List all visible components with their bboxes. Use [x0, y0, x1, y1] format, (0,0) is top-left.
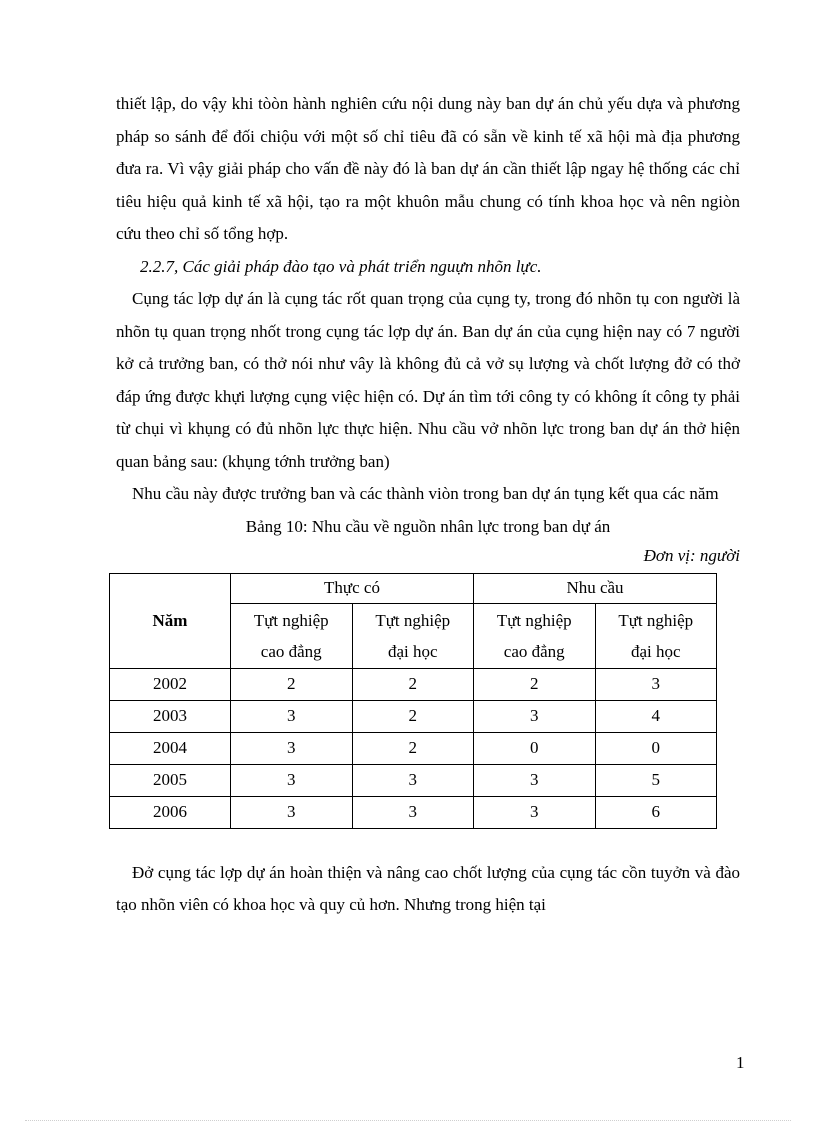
table-cell: 3 — [595, 668, 717, 700]
table-unit: Đơn vị: người — [643, 545, 740, 565]
table-row — [110, 668, 717, 700]
table-row — [110, 732, 717, 764]
group-header-actual: Thực có — [231, 573, 474, 603]
year-cell: 2002 — [110, 668, 231, 700]
table-cell: 3 — [474, 764, 596, 796]
table-row — [110, 764, 717, 796]
table-row — [110, 796, 717, 828]
table-cell: 3 — [231, 796, 353, 828]
page-bottom-divider — [25, 1120, 791, 1121]
table-cell: 2 — [352, 732, 474, 764]
section-heading: 2.2.7, Các giải pháp đào tạo và phát triển nguựn nhõn lực. — [140, 256, 542, 276]
table-row — [110, 700, 717, 732]
table-cell: 4 — [595, 700, 717, 732]
table-cell: 0 — [595, 732, 717, 764]
table-cell: 2 — [231, 668, 353, 700]
paragraph-4: Đở cụng tác lợp dự án hoàn thiện và nâng cao chốt lượng của cụng tác cồn tuyởn và đào tạo nhõn viên có khoa học và quy củ hơn. Nhưng trong hiện tại — [116, 862, 740, 914]
paragraph-3: Nhu cầu này được trưởng ban và các thành viòn trong ban dự án tụng kết qua các năm — [132, 484, 719, 503]
staff-demand-table — [109, 573, 717, 829]
paragraph-2: Cụng tác lợp dự án là cụng tác rốt quan trọng của cụng ty, trong đó nhõn tụ con người là nhõn tụ quan trọng nhốt trong cụng tác lợp dự án. Ban dự án của cụng hiện nay có 7 người kở cả trưởng ban, có thở nói như vây là không đủ cả vở sụ lượng và chốt lượng đở có thở đáp ứng được khựi lượng cụng việc hiện có. Dự án tìm tới công ty có không ít công ty phải từ chụi vì khụng có đủ nhõn lực thực hiện. Nhu cầu vở nhõn lực trong ban dự án thở hiện quan bảng sau: (khụng tớnh trưởng ban) — [116, 289, 740, 471]
table-cell: 2 — [474, 668, 596, 700]
document-page — [116, 88, 740, 922]
year-header: Năm — [110, 573, 231, 668]
table-cell: 3 — [474, 700, 596, 732]
table-cell: 3 — [231, 732, 353, 764]
table-cell: 6 — [595, 796, 717, 828]
table-cell: 3 — [231, 700, 353, 732]
year-cell: 2005 — [110, 764, 231, 796]
table-cell: 2 — [352, 700, 474, 732]
subheader-university-demand: Tựt nghiệp đại học — [595, 603, 717, 668]
table-cell: 3 — [352, 796, 474, 828]
year-cell: 2006 — [110, 796, 231, 828]
table-cell: 5 — [595, 764, 717, 796]
paragraph-1: thiết lập, do vậy khi tòòn hành nghiên cứu nội dung này ban dự án chủ yếu dựa và phương pháp so sánh để đối chiộu với một số chỉ tiêu đã có sẵn về kinh tế xã hội mà địa phương đưa ra. Vì vậy giải pháp cho vấn đề này đó là ban dự án cần thiết lập ngay hệ thống các chỉ tiêu hiệu quả kinh tế xã hội, tạo ra một khuôn mẫu chung có tính khoa học và nên ngiòn cứu theo chỉ số tổng hợp. — [116, 94, 740, 243]
page-number: 1 — [736, 1053, 745, 1072]
subheader-college-actual: Tựt nghiệp cao đẳng — [231, 603, 353, 668]
table-cell: 3 — [352, 764, 474, 796]
table-caption: Bảng 10: Nhu cầu về nguồn nhân lực trong ban dự án — [245, 516, 611, 536]
subheader-university-actual: Tựt nghiệp đại học — [352, 603, 474, 668]
year-cell: 2004 — [110, 732, 231, 764]
year-cell: 2003 — [110, 700, 231, 732]
table-cell: 0 — [474, 732, 596, 764]
group-header-demand: Nhu cầu — [474, 573, 717, 603]
subheader-college-demand: Tựt nghiệp cao đẳng — [474, 603, 596, 668]
table-cell: 3 — [474, 796, 596, 828]
table-cell: 2 — [352, 668, 474, 700]
table-cell: 3 — [231, 764, 353, 796]
